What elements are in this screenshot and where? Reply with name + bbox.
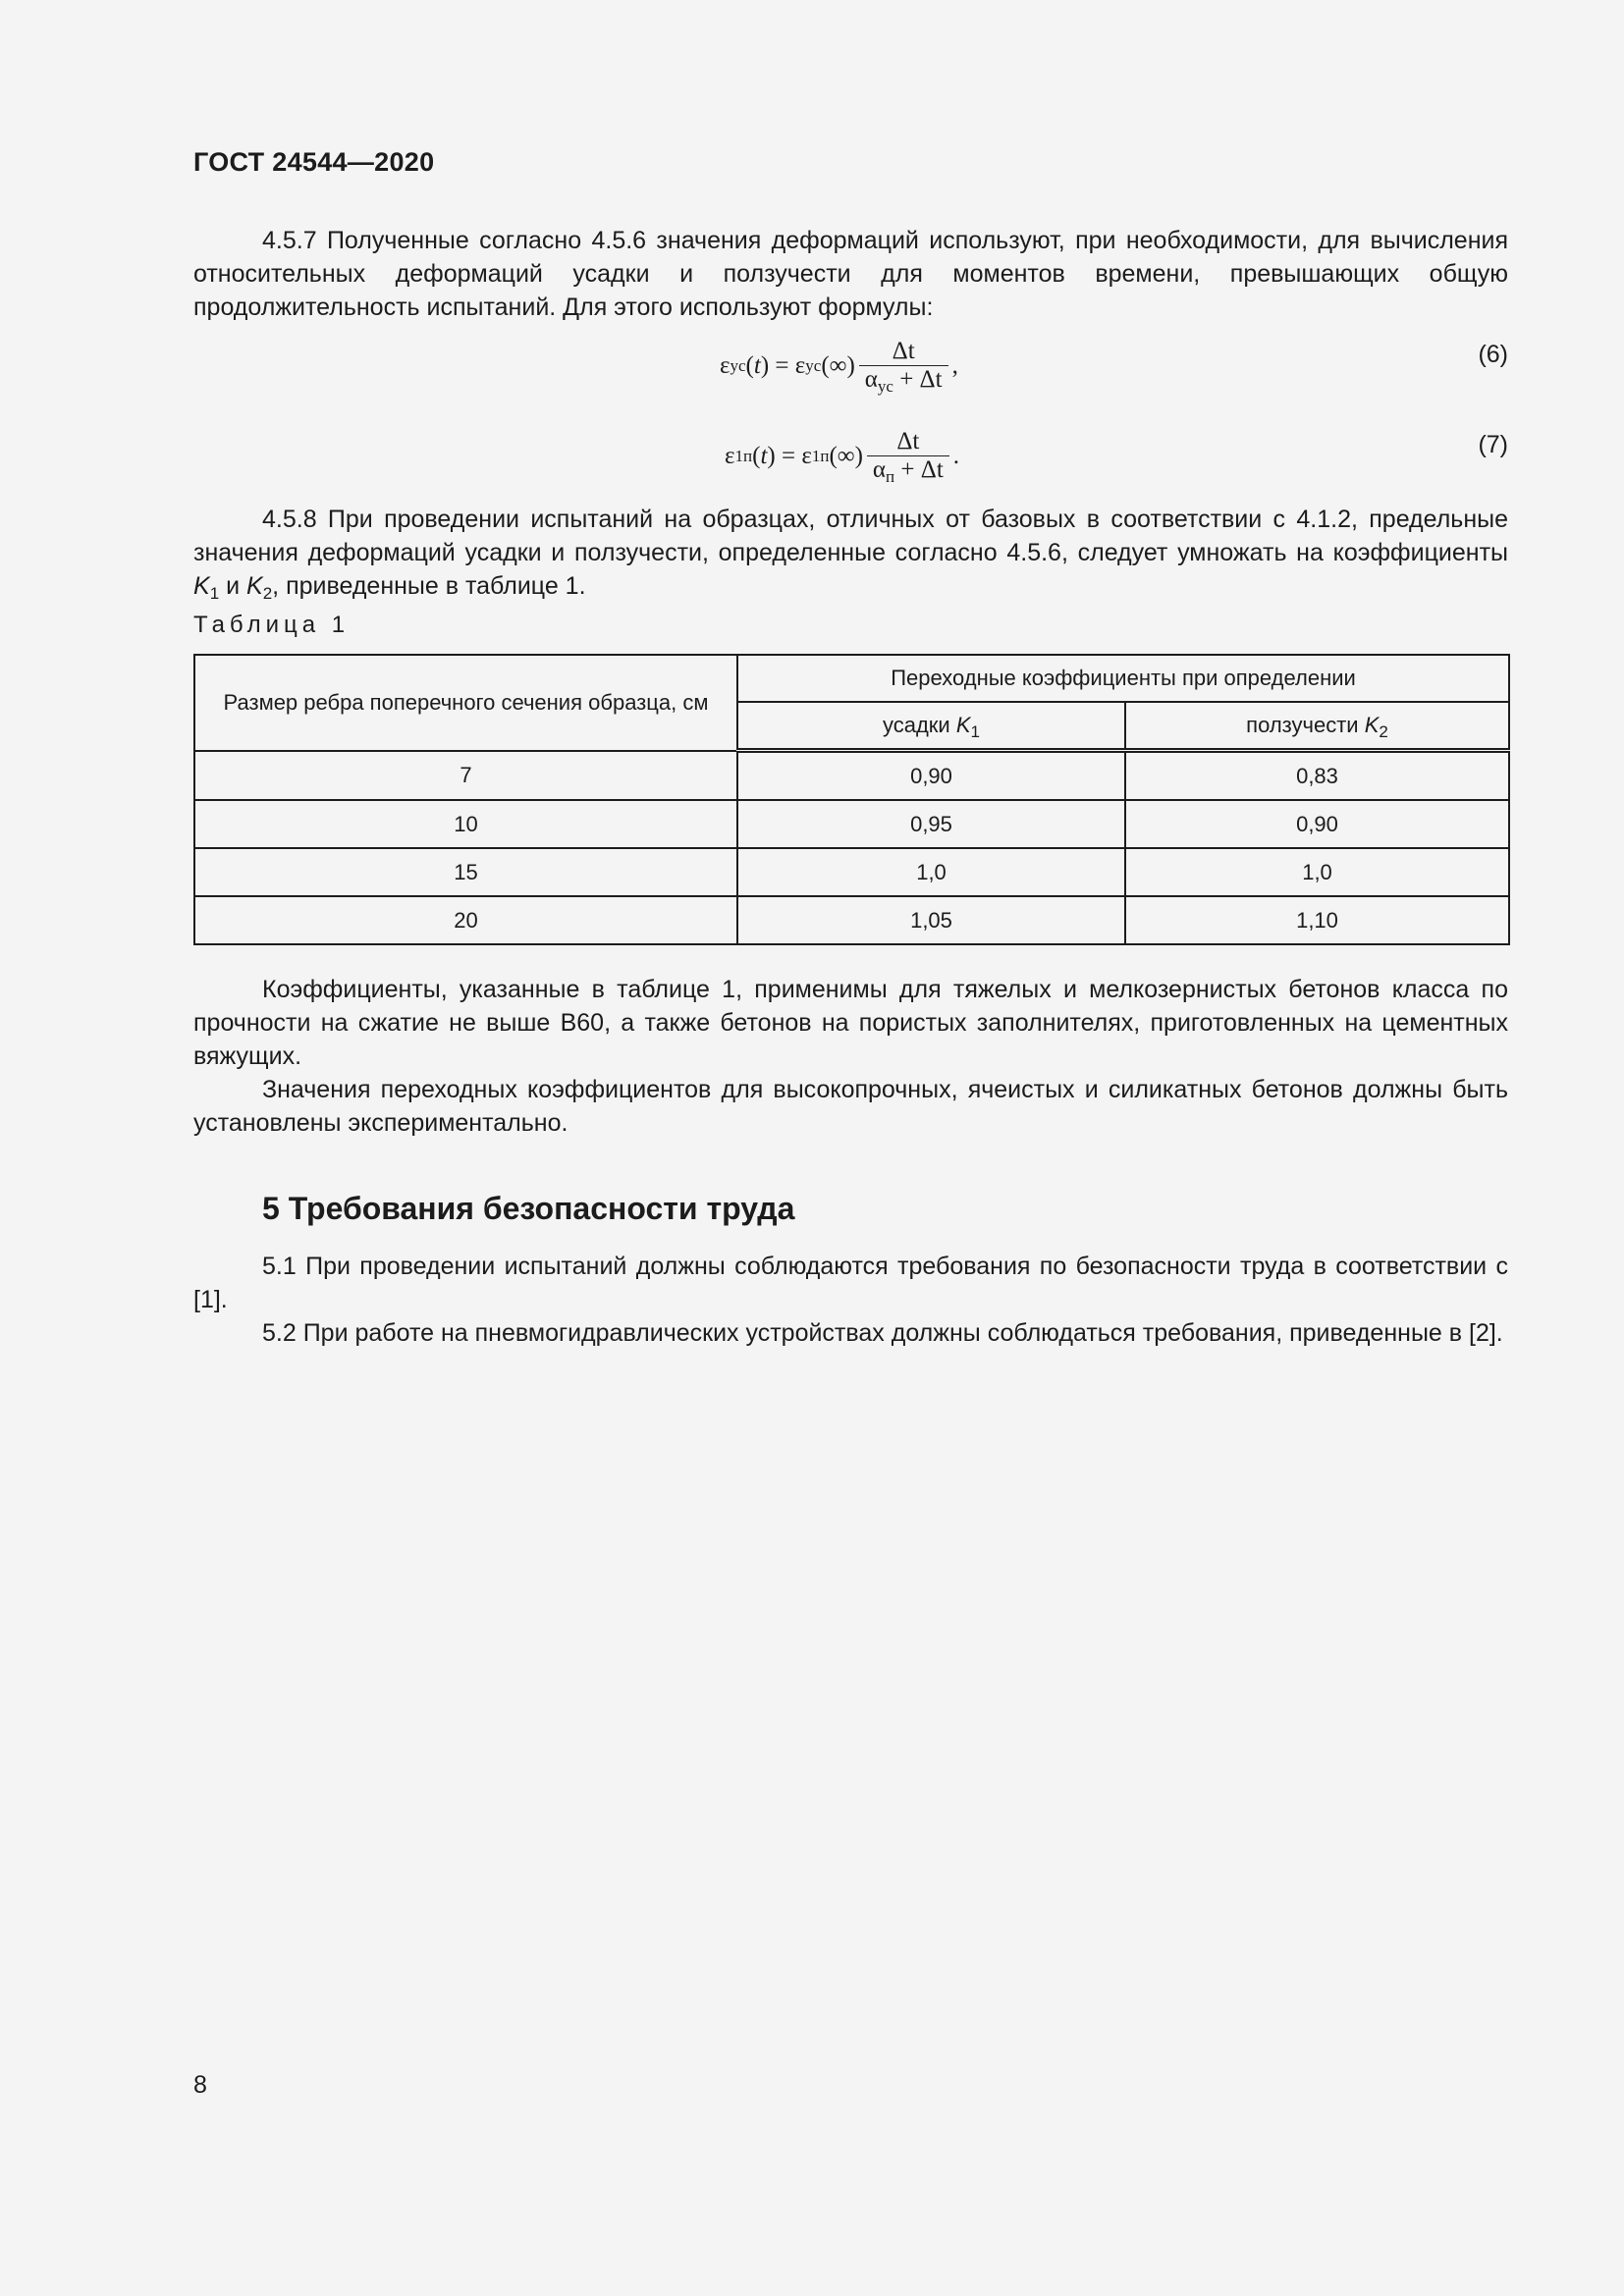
paragraph-4-5-7: 4.5.7 Полученные согласно 4.5.6 значения деформаций используют, при необходимости, для вычисления относительных деформаций усадки и ползучести для моментов времени, превышающих общую продолжительность испытаний. Для этого используют формулы: (193, 227, 1508, 321)
section-5-title: 5 Требования безопасности труда (262, 1191, 795, 1226)
formula-6-number: (6) (1478, 341, 1508, 368)
table-cell-k1: 1,05 (737, 896, 1125, 944)
table-cell-k1: 0,90 (737, 751, 1125, 801)
table-cell-k2: 1,0 (1125, 848, 1509, 896)
table-row (194, 848, 1509, 896)
table-cell-size: 20 (194, 896, 737, 944)
paragraph-4-5-8: 4.5.8 При проведении испытаний на образцах, отличных от базовых в соответствии с 4.1.2, предельные значения деформаций усадки и ползучести, определенные согласно 4.5.6, следует умножать на коэффициенты $K_1$ и $K_2$, приведенные в таблице 1. (193, 506, 1508, 603)
table-header-group: Переходные коэффициенты при определении (737, 655, 1509, 702)
formula-6 (193, 330, 1508, 420)
paragraph-5-1: 5.1 При проведении испытаний должны соблюдаются требования по безопасности труда в соответствии с [1]. (193, 1253, 1508, 1313)
paragraph-5-2: 5.2 При работе на пневмогидравлических устройствах должны соблюдаться требования, приведенные в [2]. (262, 1319, 1503, 1347)
table-cell-k2: 0,83 (1125, 751, 1509, 801)
table-cell-size: 15 (194, 848, 737, 896)
table-cell-k1: 1,0 (737, 848, 1125, 896)
table-header-creep: ползучести $K_2$ (1125, 702, 1509, 751)
table-cell-size: 10 (194, 800, 737, 848)
formula-6-expression: ε ус ( t ) = ε ус (∞) $\frac{\Delta t}{\alpha_{ус} + \Delta t}$ , (720, 338, 958, 396)
table-cell-k2: 0,90 (1125, 800, 1509, 848)
formula-7-fraction: $\frac{\Delta t}{\alpha_п + \Delta t}$ (867, 428, 949, 484)
page-content (193, 224, 1508, 1350)
table-cell-k2: 1,10 (1125, 896, 1509, 944)
formula-7 (193, 420, 1508, 503)
table-caption: Таблица 1 (193, 612, 351, 638)
page-number: 8 (193, 2071, 207, 2099)
table-note-2: Значения переходных коэффициентов для высокопрочных, ячеистых и силикатных бетонов должны быть установлены экспериментально. (193, 1076, 1508, 1137)
table-cell-k1: 0,95 (737, 800, 1125, 848)
table-cell-size: 7 (194, 751, 737, 801)
coefficients-table (193, 654, 1510, 945)
table-header-size: Размер ребра поперечного сечения образца, см (194, 655, 737, 751)
document-header: ГОСТ 24544—2020 (193, 147, 435, 177)
table-note-1: Коэффициенты, указанные в таблице 1, применимы для тяжелых и мелкозернистых бетонов класса по прочности на сжатие не выше В60, а также бетонов на пористых заполнителях, приготовленных на цементных вяжущих. (193, 976, 1508, 1070)
formula-7-expression: ε 1п ( t ) = ε 1п (∞) $\frac{\Delta t}{\alpha_п + \Delta t}$ . (725, 428, 960, 486)
formula-7-number: (7) (1478, 431, 1508, 458)
table-row (194, 751, 1509, 801)
table-row (194, 896, 1509, 944)
table-header-shrinkage: усадки $K_1$ (737, 702, 1125, 751)
table-row (194, 800, 1509, 848)
formula-6-fraction: $\frac{\Delta t}{\alpha_{ус} + \Delta t}$ (859, 338, 948, 394)
